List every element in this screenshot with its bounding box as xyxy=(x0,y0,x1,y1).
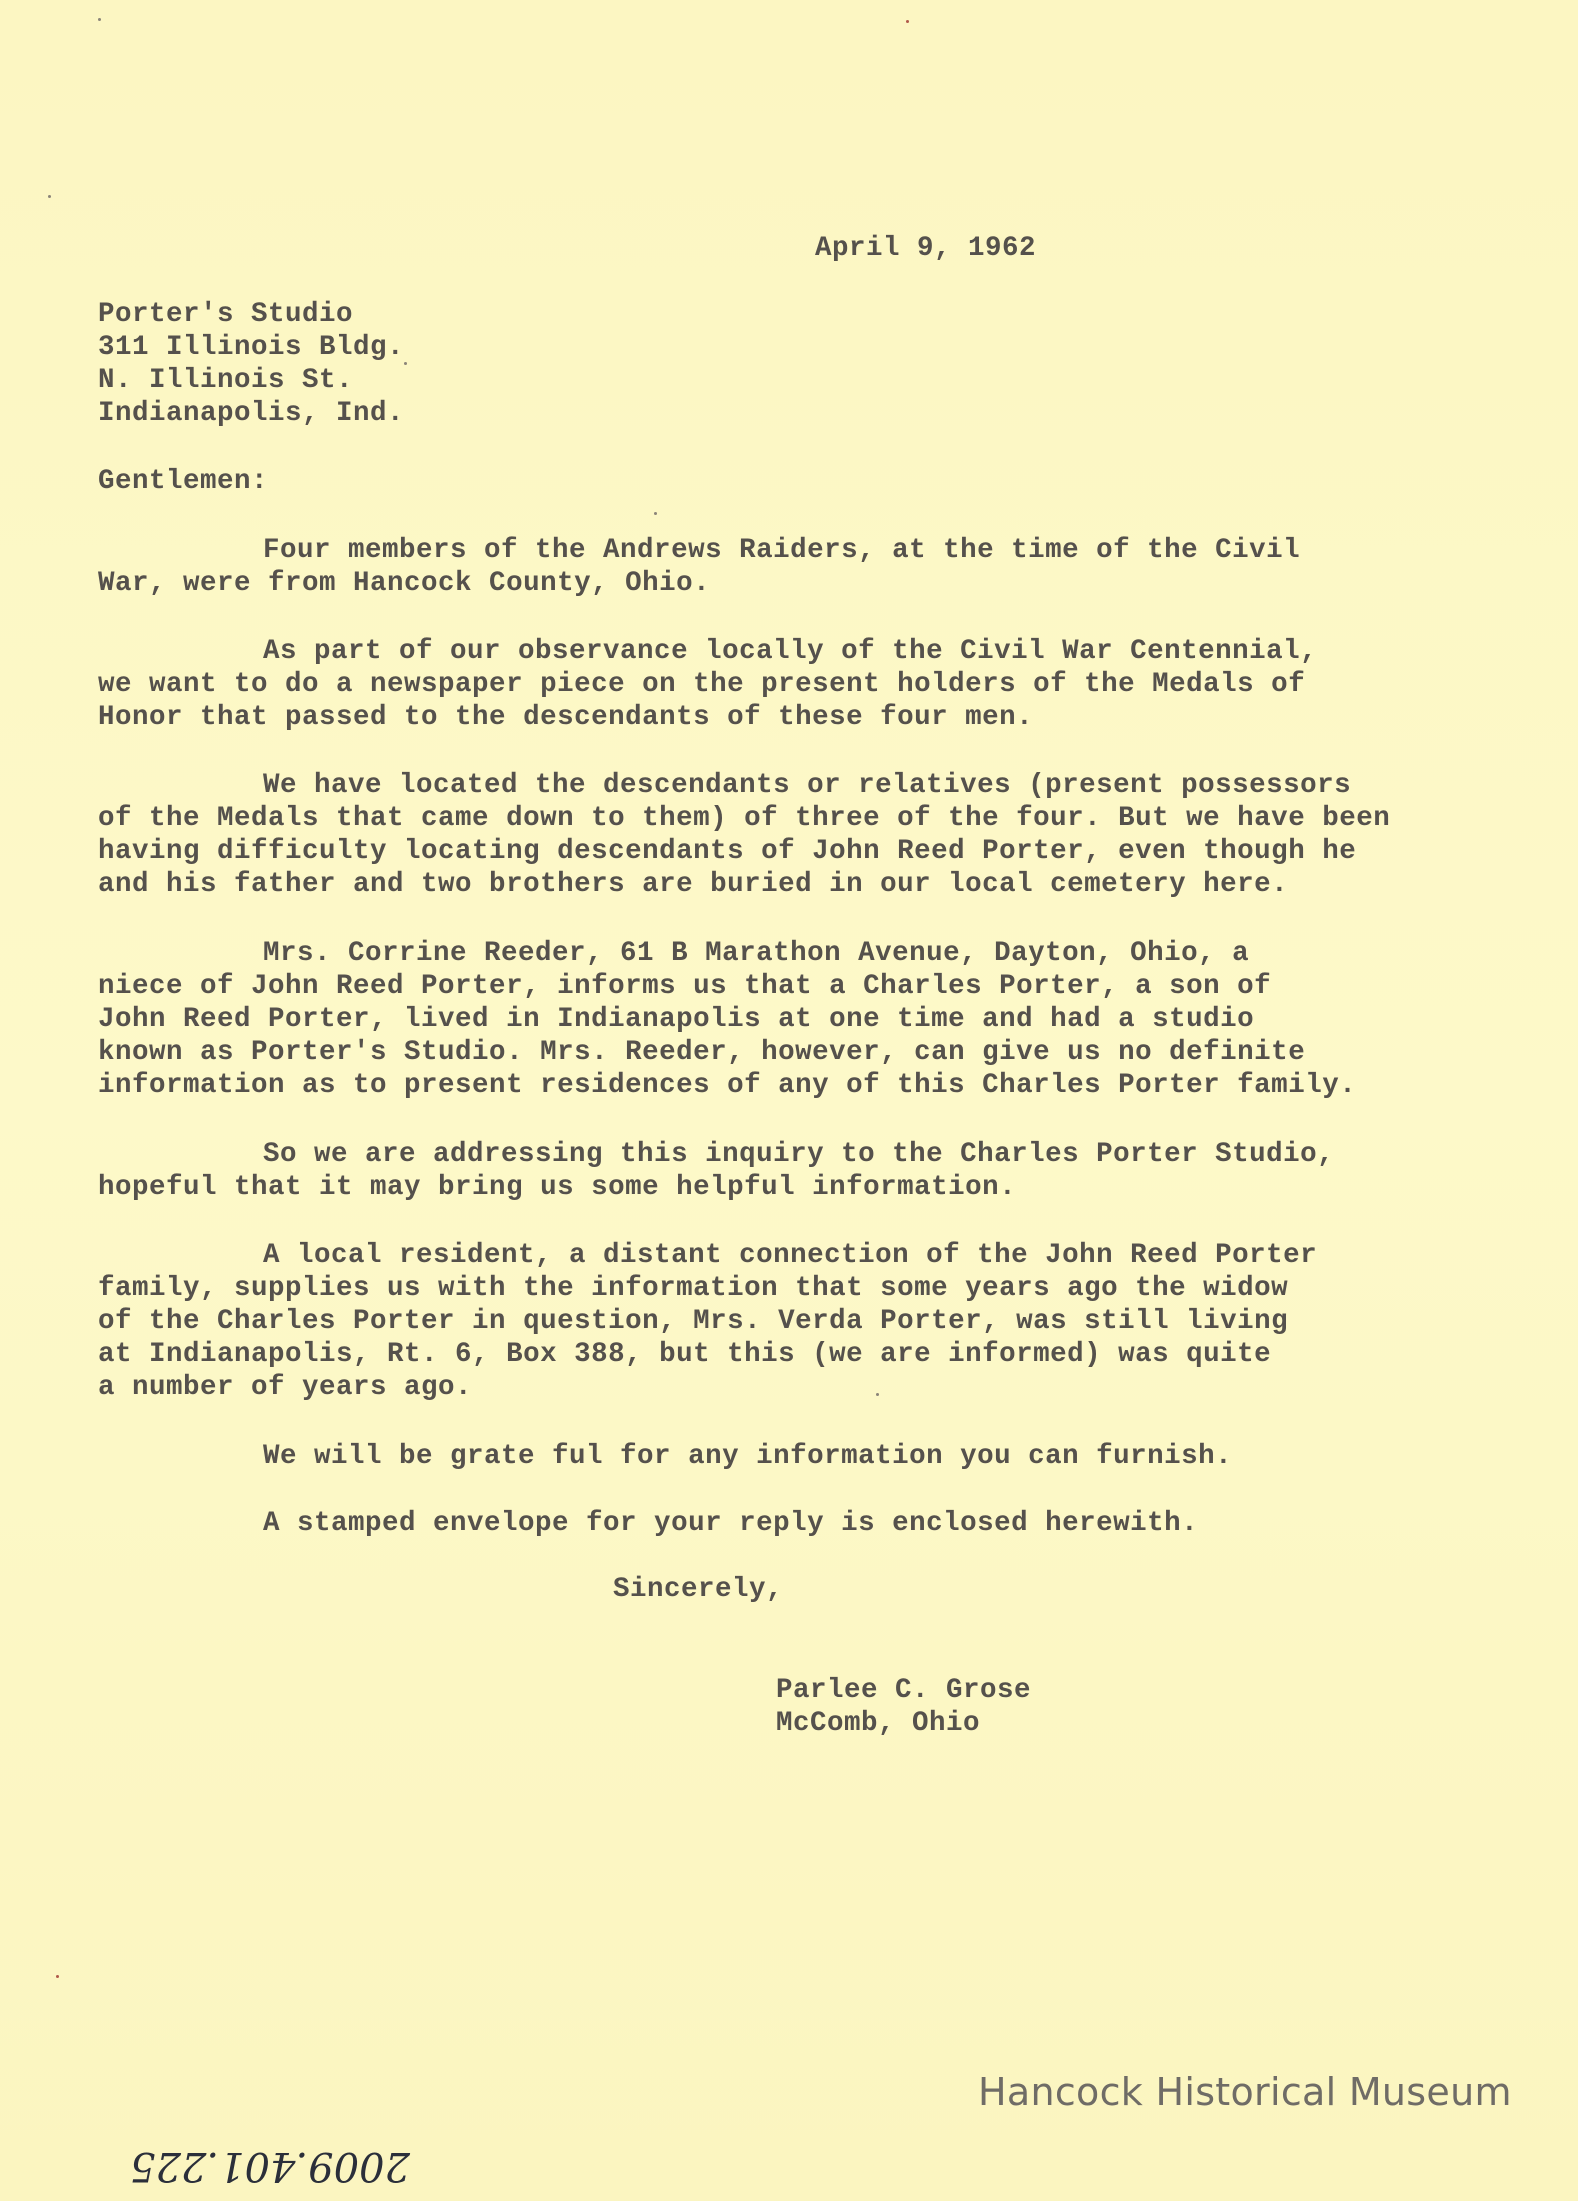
paragraph-1 xyxy=(98,534,1300,600)
address-line: Porter's Studio xyxy=(98,299,354,330)
paragraph-line: A stamped envelope for your reply is enclosed herewith. xyxy=(263,1508,1199,1539)
address-line: N. Illinois St. xyxy=(98,365,354,396)
closing: Sincerely, xyxy=(613,1574,784,1605)
paragraph-line: We have located the descendants or relatives (present possessors xyxy=(263,770,1352,801)
paragraph-6 xyxy=(98,1239,1317,1404)
paragraph-line: information as to present residences of any of this Charles Porter family. xyxy=(98,1070,1357,1101)
paper-speck xyxy=(404,362,407,365)
paragraph-line: of the Charles Porter in question, Mrs. Verda Porter, was still living xyxy=(98,1306,1289,1337)
paragraph-line: War, were from Hancock County, Ohio. xyxy=(98,568,711,599)
paragraph-line: So we are addressing this inquiry to the Charles Porter Studio, xyxy=(263,1139,1335,1170)
paragraph-line: we want to do a newspaper piece on the present holders of the Medals of xyxy=(98,669,1306,700)
recipient-address xyxy=(98,298,404,430)
paragraph-3 xyxy=(98,769,1390,901)
paragraph-8 xyxy=(98,1507,1198,1540)
museum-watermark: Hancock Historical Museum xyxy=(978,2070,1512,2114)
paragraph-line: A local resident, a distant connection of the John Reed Porter xyxy=(263,1240,1318,1271)
paper-speck xyxy=(876,1393,879,1396)
paper-speck xyxy=(654,512,657,515)
signature-block xyxy=(776,1674,1031,1740)
paragraph-2 xyxy=(98,635,1317,734)
paper-speck xyxy=(906,20,909,23)
paragraph-5 xyxy=(98,1138,1334,1204)
paper-speck xyxy=(48,195,51,198)
address-line: 311 Illinois Bldg. xyxy=(98,332,405,363)
paragraph-line: John Reed Porter, lived in Indianapolis at one time and had a studio xyxy=(98,1004,1255,1035)
paragraph-line: As part of our observance locally of the Civil War Centennial, xyxy=(263,636,1318,667)
paper-speck xyxy=(98,18,101,21)
address-line: Indianapolis, Ind. xyxy=(98,398,405,429)
paragraph-line: at Indianapolis, Rt. 6, Box 388, but this (we are informed) was quite xyxy=(98,1339,1272,1370)
paragraph-line: Mrs. Corrine Reeder, 61 B Marathon Avenue, Dayton, Ohio, a xyxy=(263,938,1250,969)
paragraph-line: family, supplies us with the information that some years ago the widow xyxy=(98,1273,1289,1304)
paragraph-line: Honor that passed to the descendants of these four men. xyxy=(98,702,1034,733)
paragraph-line: niece of John Reed Porter, informs us that a Charles Porter, a son of xyxy=(98,971,1272,1002)
paragraph-line: hopeful that it may bring us some helpful information. xyxy=(98,1172,1017,1203)
paragraph-line: known as Porter's Studio. Mrs. Reeder, however, can give us no definite xyxy=(98,1037,1306,1068)
letter-date: April 9, 1962 xyxy=(815,233,1037,264)
paper-speck xyxy=(56,1975,59,1978)
paragraph-7 xyxy=(98,1440,1232,1473)
salutation: Gentlemen: xyxy=(98,466,269,497)
paragraph-4 xyxy=(98,937,1356,1102)
paragraph-line: of the Medals that came down to them) of three of the four. But we have been xyxy=(98,803,1391,834)
paragraph-line: Four members of the Andrews Raiders, at the time of the Civil xyxy=(263,535,1301,566)
paragraph-line: a number of years ago. xyxy=(98,1372,473,1403)
handwritten-catalog-number xyxy=(88,2135,428,2195)
paragraph-line: We will be grate ful for any information you can furnish. xyxy=(263,1441,1233,1472)
signature-location: McComb, Ohio xyxy=(776,1708,981,1739)
paragraph-line: and his father and two brothers are buried in our local cemetery here. xyxy=(98,869,1289,900)
catalog-number-text: 2009.401.225 xyxy=(130,2143,410,2189)
signature-name: Parlee C. Grose xyxy=(776,1675,1032,1706)
paragraph-line: having difficulty locating descendants of John Reed Porter, even though he xyxy=(98,836,1357,867)
